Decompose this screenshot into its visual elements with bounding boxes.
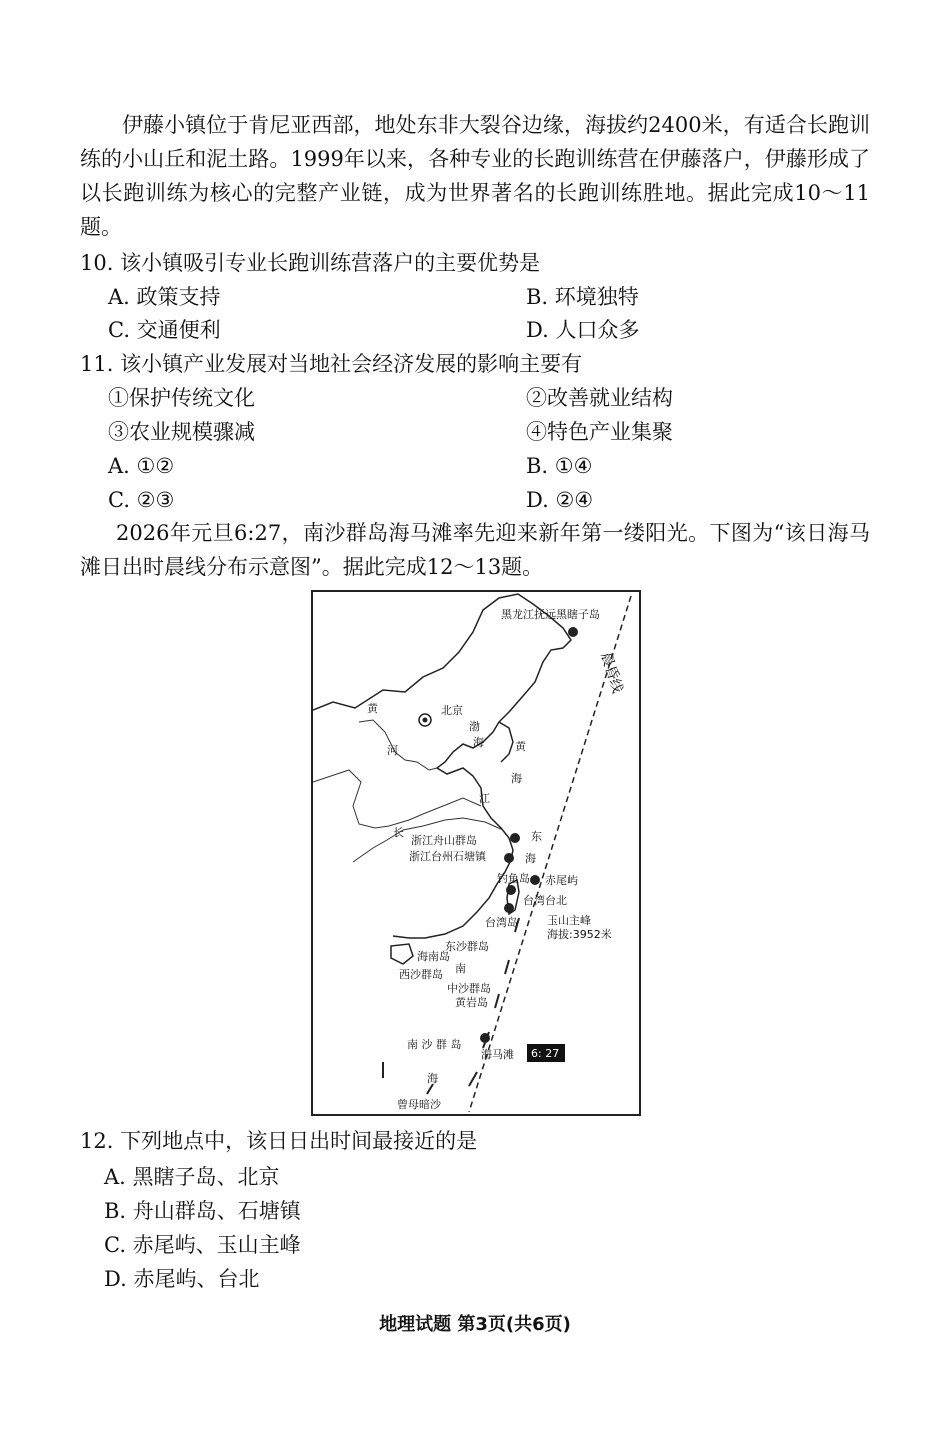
question-11-stem: 11. 该小镇产业发展对当地社会经济发展的影响主要有	[80, 352, 583, 376]
zhoushan-marker	[510, 833, 520, 843]
label-huangyan: 黄岩岛	[455, 996, 488, 1009]
korea-coast	[499, 722, 513, 762]
question-11-option-b[interactable]: B. ①④	[526, 454, 593, 478]
question-11-item-3: ③农业规模骤减	[108, 420, 255, 444]
question-10-option-c[interactable]: C. 交通便利	[108, 318, 221, 342]
question-12-option-b[interactable]: B. 舟山群岛、石塘镇	[104, 1199, 301, 1223]
question-11-option-a[interactable]: A. ①②	[108, 454, 175, 478]
question-11-item-4: ④特色产业集聚	[526, 420, 673, 444]
label-shitang: 浙江台州石塘镇	[409, 850, 486, 863]
question-11-item-2: ②改善就业结构	[526, 386, 673, 410]
label-hai: 海	[427, 1072, 438, 1085]
chiwei-marker	[530, 875, 540, 885]
label-haimatan: 海马滩	[481, 1048, 514, 1061]
label-zengmu: 曾母暗沙	[397, 1098, 441, 1111]
label-changjiang-2: 江	[479, 792, 490, 805]
label-huanghai-2: 海	[511, 772, 522, 785]
map-drawing	[313, 592, 639, 1114]
taibei-marker	[506, 885, 516, 895]
label-beijing: 北京	[441, 704, 463, 717]
beijing-inner	[423, 718, 428, 723]
question-10-stem: 10. 该小镇吸引专业长跑训练营落户的主要优势是	[80, 251, 541, 275]
question-11-option-d[interactable]: D. ②④	[526, 488, 594, 512]
question-12-option-d[interactable]: D. 赤尾屿、台北	[104, 1267, 260, 1291]
question-11-item-1: ①保护传统文化	[108, 386, 255, 410]
label-donghai-1: 东	[531, 830, 542, 843]
shitang-marker	[504, 853, 514, 863]
yellow-river	[359, 720, 437, 770]
label-huanghai-1: 黄	[515, 740, 526, 753]
question-12-option-c[interactable]: C. 赤尾屿、玉山主峰	[104, 1233, 301, 1257]
label-bohai-2: 海	[473, 736, 484, 749]
page-footer: 地理试题 第3页(共6页)	[379, 1314, 571, 1335]
question-10-option-d[interactable]: D. 人口众多	[526, 318, 640, 342]
label-nan: 南	[455, 962, 466, 975]
label-zhongsha: 中沙群岛	[447, 982, 491, 995]
label-taibei: 台湾台北	[523, 894, 567, 907]
label-xisha: 西沙群岛	[399, 968, 443, 981]
question-11-option-c[interactable]: C. ②③	[108, 488, 175, 512]
label-yushan-alt: 海拔:3952米	[547, 928, 612, 941]
heixiazi-marker	[568, 627, 578, 637]
hainan-island	[391, 944, 413, 964]
yushan-marker	[504, 903, 514, 913]
label-heixiazi: 黑龙江抚远黑瞎子岛	[501, 608, 600, 621]
label-hainan: 海南岛	[417, 950, 450, 963]
passage-intro-10-11: 伊藤小镇位于肯尼亚西部，地处东非大裂谷边缘，海拔约2400米，有适合长跑训练的小山丘和泥土路。1999年以来，各种专业的长跑训练营在伊藤落户，伊藤形成了以长跑训练为核心的完整产业链，成为世界著名的长跑训练胜地。据此完成10～11题。	[80, 113, 870, 239]
label-time: 6: 27	[531, 1047, 560, 1060]
label-bohai-1: 渤	[469, 720, 480, 733]
label-nansha: 南 沙 群 岛	[407, 1038, 462, 1051]
question-10-option-b[interactable]: B. 环境独特	[526, 285, 639, 309]
label-diaoyu: 钓鱼岛	[497, 872, 530, 885]
label-dongsha: 东沙群岛	[445, 940, 489, 953]
label-yushan: 玉山主峰	[547, 914, 591, 927]
coastline	[393, 722, 513, 938]
label-huanghe-1: 黄	[367, 702, 378, 715]
label-huanghe-2: 河	[387, 744, 398, 757]
question-10-option-a[interactable]: A. 政策支持	[108, 285, 221, 309]
label-zhoushan: 浙江舟山群岛	[411, 834, 477, 847]
label-donghai-2: 海	[525, 852, 536, 865]
question-12-stem: 12. 下列地点中，该日日出时间最接近的是	[80, 1129, 478, 1153]
question-12-option-a[interactable]: A. 黑瞎子岛、北京	[104, 1165, 280, 1189]
label-terminator: 晨昏线	[597, 650, 626, 696]
label-chiwei: 赤尾屿	[545, 874, 578, 887]
passage-intro-12-13: 2026年元旦6:27，南沙群岛海马滩率先迎来新年第一缕阳光。下图为“该日海马滩日出时晨线分布示意图”。据此完成12～13题。	[80, 521, 870, 579]
label-changjiang-1: 长	[393, 826, 404, 839]
haimatan-marker	[480, 1033, 490, 1043]
terminator-map	[311, 590, 641, 1116]
label-taiwan: 台湾岛	[485, 916, 518, 929]
